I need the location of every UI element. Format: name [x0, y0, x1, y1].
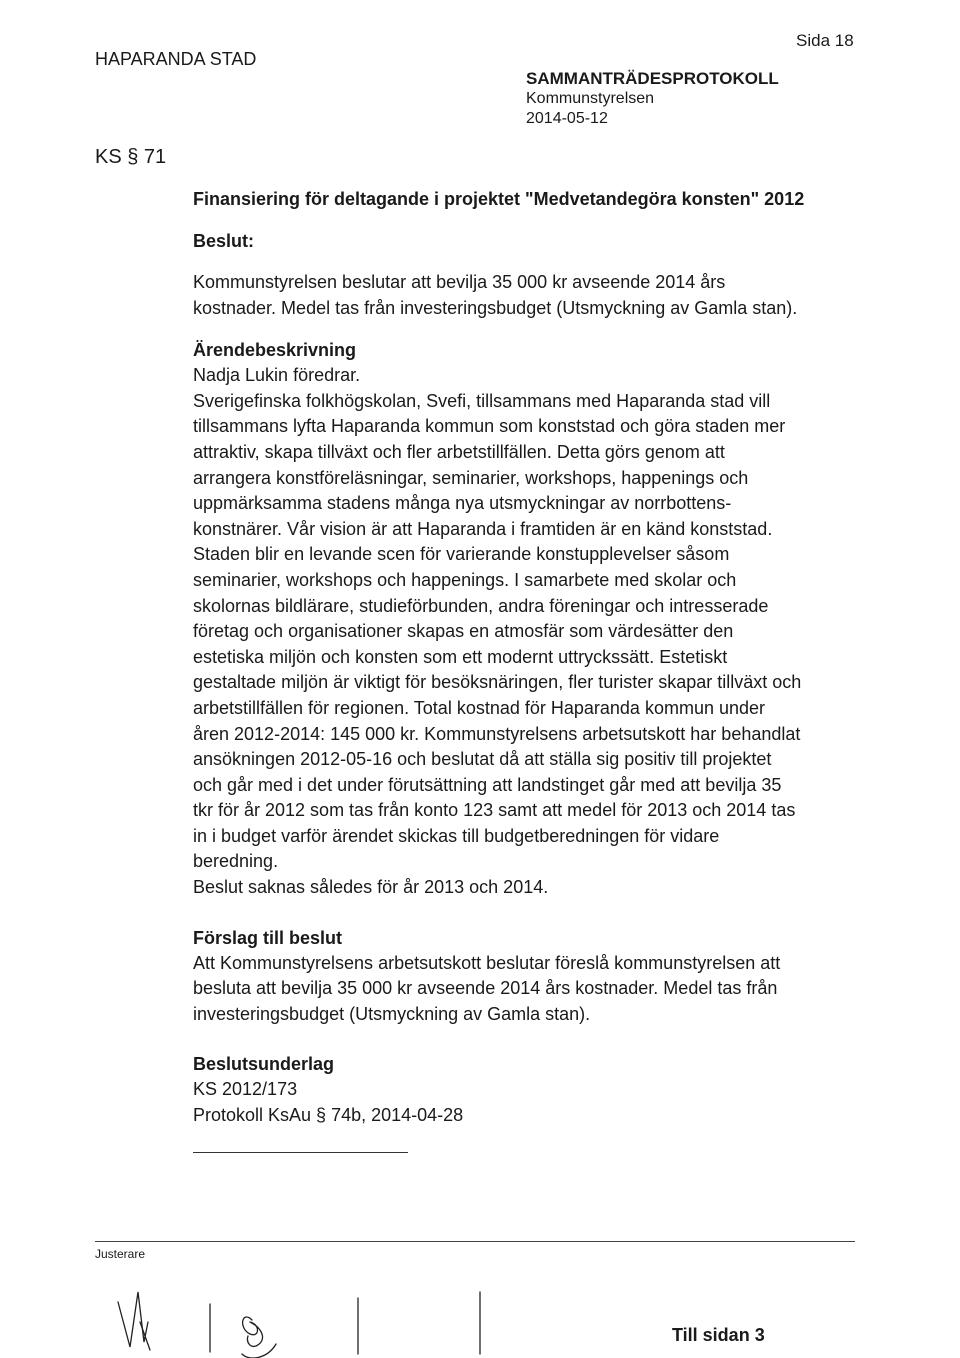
decision-text [193, 270, 853, 321]
page-number: Sida 18 [796, 31, 854, 50]
description-line: tkr för år 2012 som tas från konto 123 samt att medel för 2013 och 2014 tas [193, 800, 796, 821]
description-line: Staden blir en levande scen för varierande konstupplevelser såsom [193, 544, 730, 565]
description-line: ansökningen 2012-05-16 och beslutat då att ställa sig positiv till projektet [193, 749, 772, 770]
paragraph-number: KS § 71 [95, 146, 167, 168]
description-text [193, 363, 853, 900]
description-line: in i budget varför ärendet skickas till budgetberedningen för vidare [193, 825, 720, 846]
proposal-line: Att Kommunstyrelsens arbetsutskott beslutar föreslå kommunstyrelsen att [193, 952, 781, 973]
description-line: och går med i det under förutsättning att landstinget går med att bevilja 35 [193, 774, 782, 795]
justerare-label: Justerare [95, 1247, 146, 1261]
description-line: gestaltade miljön är viktigt för besöksnäringen, fler turister skapar tillväxt och [193, 672, 802, 693]
issuing-body: Kommunstyrelsen [526, 90, 655, 107]
description-line: uppmärksamma stadens många nya utsmyckningar av norrbottens- [193, 493, 732, 514]
description-line: Nadja Lukin föredrar. [193, 365, 361, 386]
basis-line: KS 2012/173 [193, 1079, 298, 1100]
basis-line: Protokoll KsAu § 74b, 2014-04-28 [193, 1105, 464, 1126]
description-heading: Ärendebeskrivning [193, 340, 357, 361]
proposal-line: investeringsbudget (Utsmyckning av Gamla stan). [193, 1003, 591, 1024]
description-line: tillsammans lyfta Haparanda kommun som konststad och göra staden mer [193, 416, 786, 437]
description-line: arbetstillfällen för regionen. Total kostnad för Haparanda kommun under [193, 697, 766, 718]
description-line: attraktiv, skapa tillväxt och fler arbetstillfällen. Detta görs genom att [193, 441, 725, 462]
signature-mark [242, 1317, 276, 1358]
document-type: SAMMANTRÄDESPROTOKOLL [526, 69, 779, 88]
proposal-heading: Förslag till beslut [193, 927, 343, 948]
description-line: åren 2012-2014: 145 000 kr. Kommunstyrelsens arbetsutskott har behandlat [193, 723, 801, 744]
proposal-line: besluta att bevilja 35 000 kr avseende 2014 års kostnader. Medel tas från [193, 978, 778, 999]
decision-line: kostnader. Medel tas från investeringsbudget (Utsmyckning av Gamla stan). [193, 297, 798, 318]
description-line: arrangera konstföreläsningar, seminarier, workshops, happenings och [193, 467, 749, 488]
case-title: Finansiering för deltagande i projektet "Medvetandegöra konsten" 2012 [193, 189, 805, 209]
description-line: konstnärer. Vår vision är att Haparanda i framtiden är en känd konststad. [193, 518, 773, 539]
main-content [193, 186, 853, 1129]
description-line: Beslut saknas således för år 2013 och 2014. [193, 877, 549, 898]
signature-mark [118, 1292, 148, 1347]
description-line: beredning. [193, 851, 279, 872]
basis-heading: Beslutsunderlag [193, 1054, 335, 1075]
end-rule [193, 1152, 408, 1153]
basis-text [193, 1077, 853, 1128]
description-line: företag och organisationer skapas en atmosfär som värdesätter den [193, 621, 734, 642]
meeting-date: 2014-05-12 [526, 110, 608, 127]
proposal-text [193, 951, 853, 1028]
continue-label: Till sidan 3 [672, 1325, 765, 1345]
signature-mark [140, 1322, 150, 1350]
decision-line: Kommunstyrelsen beslutar att bevilja 35 000 kr avseende 2014 års [193, 272, 726, 292]
description-line: Sverigefinska folkhögskolan, Svefi, tillsammans med Haparanda stad vill [193, 390, 771, 411]
description-line: seminarier, workshops och happenings. I samarbete med skolar och [193, 569, 737, 590]
description-line: estetiska miljön och konsten som ett modernt uttryckssätt. Estetiskt [193, 646, 728, 667]
organization-name: HAPARANDA STAD [95, 49, 257, 69]
footer-rule [95, 1241, 855, 1242]
decision-heading: Beslut: [193, 231, 255, 251]
document-header [526, 69, 779, 129]
signatures [110, 1262, 530, 1358]
description-line: skolornas bildlärare, studieförbunden, andra föreningar och intresserade [193, 595, 769, 616]
